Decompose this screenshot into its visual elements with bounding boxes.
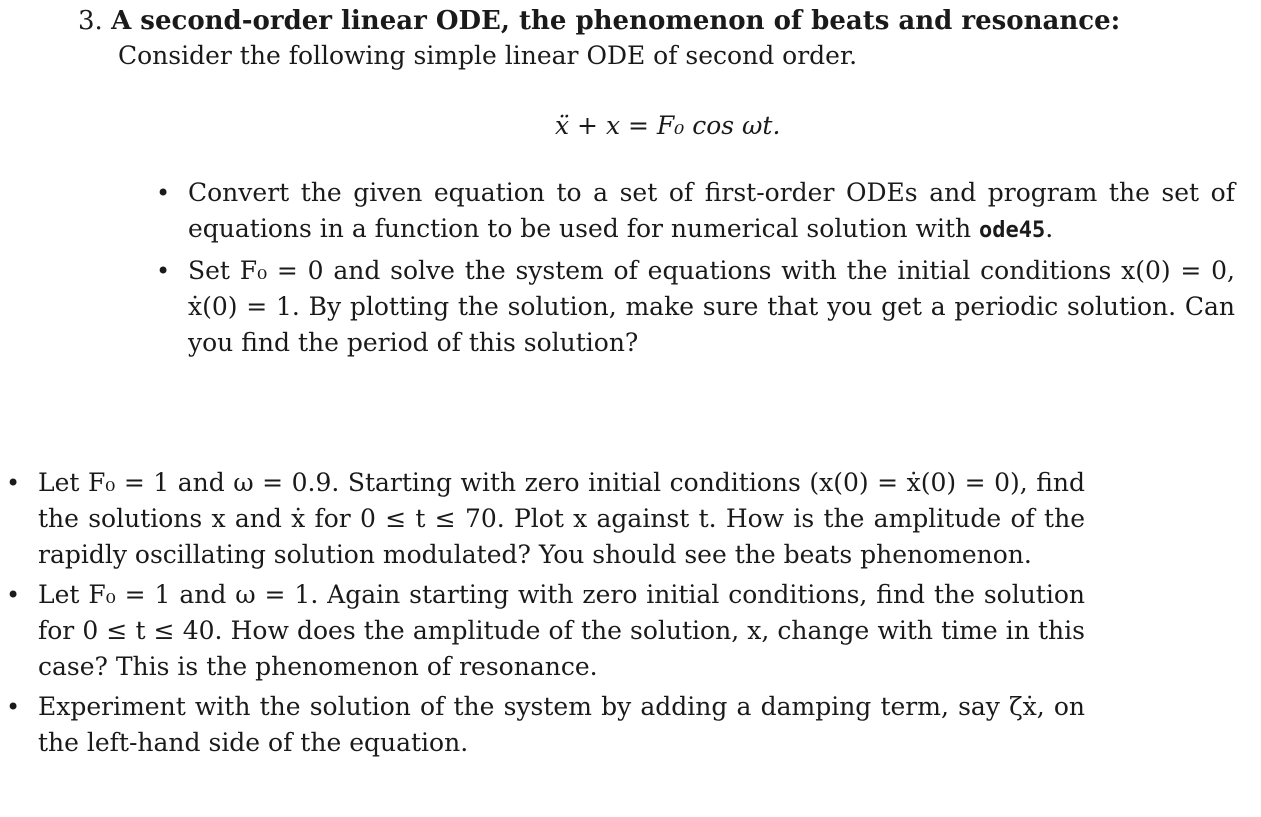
list-item bbox=[150, 253, 1235, 361]
problem-title: A second-order linear ODE, the phenomenon of beats and resonance: bbox=[111, 6, 1121, 36]
list-item bbox=[0, 577, 1085, 685]
item-text: Let F₀ = 1 and ω = 1. Again starting with zero initial conditions, find the solution for 0 ≤ t ≤ 40. How does the amplitude of the solution, x, change with time in this case? This is the phenomenon of resonance. bbox=[38, 580, 1085, 681]
problem-number: 3. bbox=[78, 6, 103, 36]
bullet-icon: • bbox=[6, 581, 21, 609]
ode-equation: ẍ + x = F₀ cos ωt. bbox=[555, 111, 781, 140]
item-text: Let F₀ = 1 and ω = 0.9. Starting with zero initial conditions (x(0) = ẋ(0) = 0), find the solutions x and ẋ for 0 ≤ t ≤ 70. Plot x against t. How is the amplitude of the rapidly oscillating solution modulated? You should see the beats phenomenon. bbox=[38, 468, 1085, 569]
code-ode45: ode45 bbox=[979, 218, 1046, 243]
bullet-icon: • bbox=[156, 179, 171, 207]
problem-heading bbox=[78, 2, 1248, 40]
list-item bbox=[150, 175, 1235, 249]
indented-bullet-list bbox=[150, 175, 1235, 365]
bullet-icon: • bbox=[6, 693, 21, 721]
bullet-icon: • bbox=[156, 257, 171, 285]
list-item bbox=[0, 465, 1085, 573]
main-bullet-list bbox=[0, 465, 1085, 765]
item-text: Experiment with the solution of the system by adding a damping term, say ζẋ, on the left-hand side of the equation. bbox=[38, 692, 1085, 757]
list-item bbox=[0, 689, 1085, 761]
item-text: Set F₀ = 0 and solve the system of equations with the initial conditions x(0) = 0, ẋ(0) = 1. By plotting the solution, make sure that you get a periodic solution. Can you find the period of this solution? bbox=[188, 256, 1235, 357]
problem-intro: Consider the following simple linear ODE of second order. bbox=[118, 41, 858, 70]
item-text: Convert the given equation to a set of first-order ODEs and program the set of equations in a function to be used for numerical solution with bbox=[188, 178, 1235, 243]
bullet-icon: • bbox=[6, 469, 21, 497]
item-text-end: . bbox=[1045, 214, 1054, 243]
